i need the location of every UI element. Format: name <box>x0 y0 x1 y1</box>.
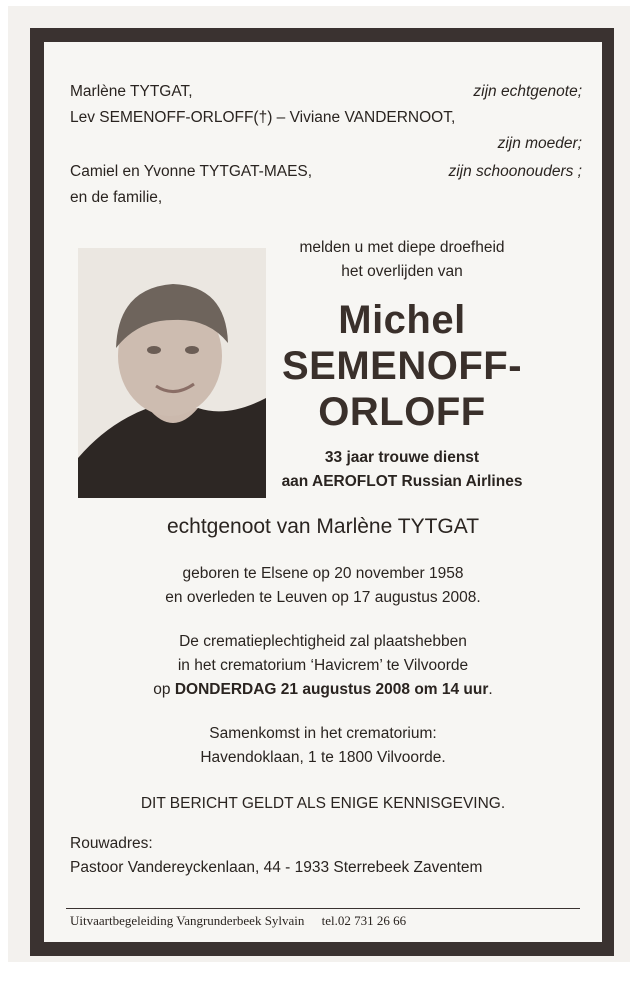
footer-divider <box>66 908 580 909</box>
meeting-line-1: Samenkomst in het crematorium: <box>209 725 437 742</box>
address-value: Pastoor Vandereyckenlaan, 44 - 1933 Sterrebeek Zaventem <box>70 859 483 876</box>
ceremony-prefix: op <box>153 681 175 698</box>
announce-line-2: het overlijden van <box>341 263 463 280</box>
ceremony-line-3 <box>44 680 602 700</box>
death-line: en overleden te Leuven op 17 augustus 2008. <box>165 589 481 606</box>
deceased-last-name-1: SEMENOFF- <box>281 344 523 388</box>
family-line-4: en de familie, <box>70 189 163 206</box>
family-relation-1: zijn echtgenote; <box>473 83 582 100</box>
ceremony-suffix: . <box>488 681 493 698</box>
notice-line: DIT BERICHT GELDT ALS ENIGE KENNISGEVING. <box>140 795 506 812</box>
family-line-1: Marlène TYTGAT, <box>70 83 193 100</box>
ceremony-datetime: DONDERDAG 21 augustus 2008 om 14 uur <box>174 681 489 698</box>
announce-line-1: melden u met diepe droefheid <box>299 239 505 256</box>
family-relation-2: zijn moeder; <box>497 135 582 152</box>
family-line-2: Lev SEMENOFF-ORLOFF(†) – Viviane VANDERNOOT, <box>70 109 456 126</box>
ceremony-line-2: in het crematorium ‘Havicrem’ te Vilvoorde <box>177 657 469 674</box>
funeral-company: Uitvaartbegeleiding Vangrunderbeek Sylvain <box>70 913 305 928</box>
portrait-illustration <box>78 248 266 498</box>
family-relation-3: zijn schoonouders ; <box>448 163 582 180</box>
family-line-3: Camiel en Yvonne TYTGAT-MAES, <box>70 163 313 180</box>
obituary-card <box>30 28 614 956</box>
service-line-2: aan AEROFLOT Russian Airlines <box>281 473 523 490</box>
deceased-last-name-2: ORLOFF <box>318 390 486 434</box>
meeting-line-2: Havendoklaan, 1 te 1800 Vilvoorde. <box>200 749 446 766</box>
address-label: Rouwadres: <box>70 835 153 852</box>
footer <box>70 912 420 930</box>
birth-line: geboren te Elsene op 20 november 1958 <box>182 565 464 582</box>
ceremony-line-1: De crematieplechtigheid zal plaatshebben <box>179 633 467 650</box>
portrait-photo <box>78 248 266 498</box>
service-line-1: 33 jaar trouwe dienst <box>324 449 480 466</box>
funeral-phone: tel.02 731 26 66 <box>321 913 407 928</box>
deceased-first-name: Michel <box>338 298 466 342</box>
spouse-line: echtgenoot van Marlène TYTGAT <box>166 515 480 538</box>
newspaper-clipping <box>8 6 630 962</box>
